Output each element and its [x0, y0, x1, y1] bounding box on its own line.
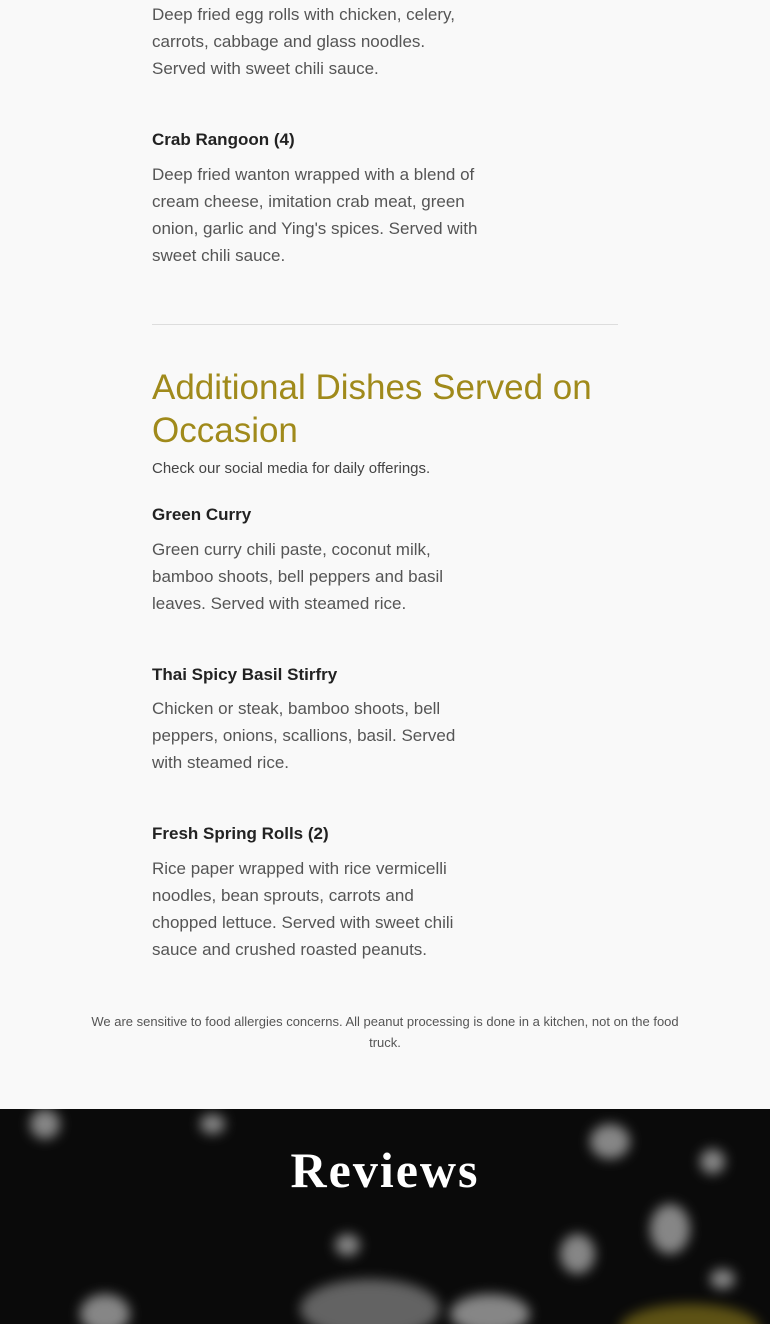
section-divider	[152, 324, 618, 325]
bokeh-decoration	[200, 1114, 225, 1134]
bokeh-decoration	[335, 1234, 360, 1256]
basil-stirfry-description: Chicken or steak, bamboo shoots, bell peppers, onions, scallions, basil. Served with steamed rice.	[152, 699, 456, 772]
green-curry-title: Green Curry	[152, 505, 252, 524]
bokeh-decoration	[300, 1279, 440, 1324]
egg-roll-description: Deep fried egg rolls with chicken, celery, carrots, cabbage and glass noodles. Served with sweet chili sauce.	[152, 5, 455, 78]
spring-rolls-title: Fresh Spring Rolls (2)	[152, 824, 329, 843]
additional-dishes-heading: Additional Dishes Served on Occasion	[152, 368, 592, 450]
additional-dishes-subtitle: Check our social media for daily offerings.	[152, 460, 431, 477]
bokeh-decoration	[710, 1269, 735, 1289]
spring-rolls-description: Rice paper wrapped with rice vermicelli noodles, bean sprouts, carrots and chopped lettuce. Served with sweet chili sauce and crushed roasted peanuts.	[152, 859, 454, 959]
crab-rangoon-description: Deep fried wanton wrapped with a blend of cream cheese, imitation crab meat, green onion, garlic and Ying's spices. Served with sweet chili sauce.	[152, 165, 478, 265]
bokeh-decoration	[30, 1109, 60, 1139]
bokeh-decoration	[450, 1294, 530, 1324]
allergy-note: We are sensitive to food allergies concerns. All peanut processing is done in a kitchen, not on the food truck.	[91, 1014, 679, 1050]
reviews-title: Reviews	[290, 1142, 480, 1198]
bokeh-decoration	[560, 1234, 595, 1274]
bokeh-decoration	[650, 1204, 690, 1254]
basil-stirfry-title: Thai Spicy Basil Stirfry	[152, 665, 338, 684]
green-curry-description: Green curry chili paste, coconut milk, bamboo shoots, bell peppers and basil leaves. Served with steamed rice.	[152, 540, 444, 613]
bokeh-decoration	[620, 1304, 760, 1324]
crab-rangoon-title: Crab Rangoon (4)	[152, 130, 295, 149]
bokeh-decoration	[80, 1294, 130, 1324]
